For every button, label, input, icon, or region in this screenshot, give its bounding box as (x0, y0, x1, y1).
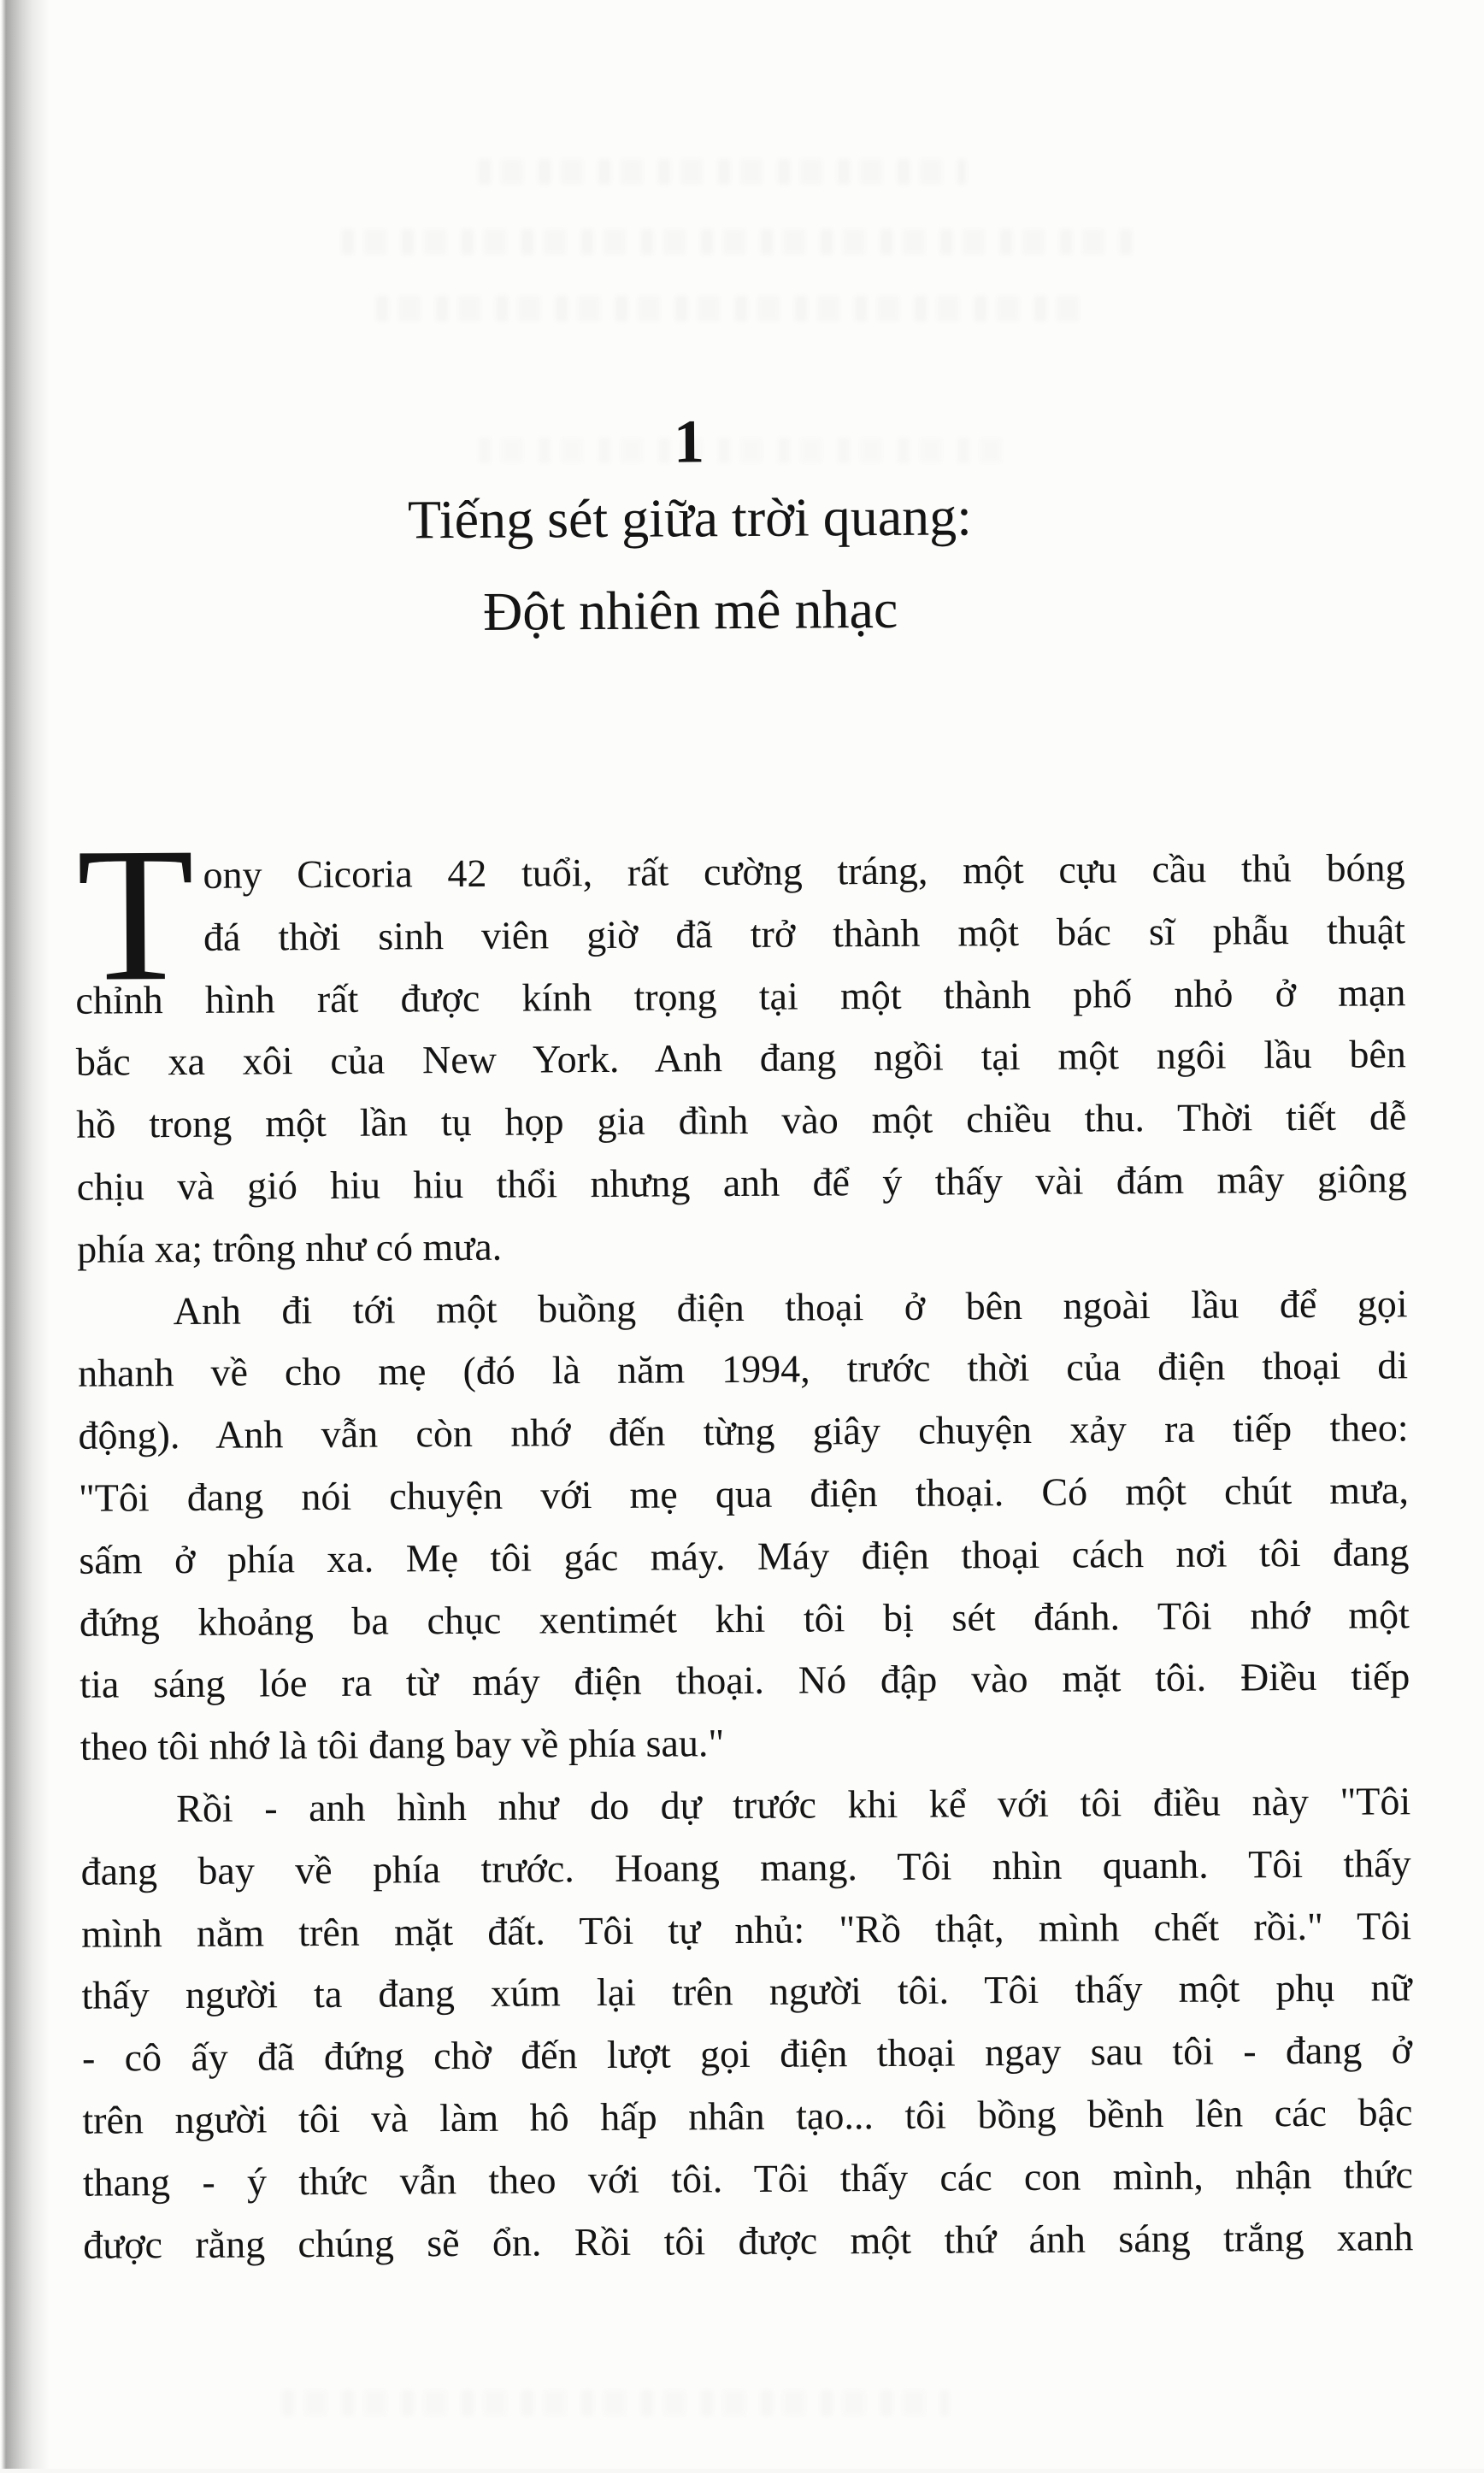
body-line: ony Cicoria 42 tuổi, rất cường tráng, một cựu cầu thủ bóng (203, 845, 1405, 897)
body-line: bắc xa xôi của New York. Anh đang ngồi tại một ngôi lầu bên (75, 1032, 1406, 1085)
body-line: động). Anh vẫn còn nhớ đến từng giây chuyện xảy ra tiếp theo: (78, 1405, 1409, 1457)
chapter-title-line-1: Tiếng sét giữa trời quang: (407, 486, 973, 551)
body-line: chỉnh hình rất được kính trọng tại một thành phố nhỏ ở mạn (75, 969, 1406, 1022)
body-line: đứng khoảng ba chục xentimét khi tôi bị sét đánh. Tôi nhớ một (79, 1592, 1410, 1645)
body-line: thang - ý thức vẫn theo với tôi. Tôi thấy các con mình, nhận thức (82, 2152, 1414, 2205)
paragraph (77, 1273, 1410, 1779)
body-line: được rằng chúng sẽ ổn. Rồi tôi được một thứ ánh sáng trắng xanh (83, 2214, 1414, 2267)
body-line: Anh đi tới một buồng điện thoại ở bên ngoài lầu để gọi (173, 1281, 1408, 1333)
body-line: phía xa; trông như có mưa. (77, 1224, 503, 1271)
drop-cap: T (76, 806, 196, 1022)
body-line: tia sáng lóe ra từ máy điện thoại. Nó đập vào mặt tôi. Điều tiếp (80, 1654, 1410, 1707)
body-line: đang bay về phía trước. Hoang mang. Tôi nhìn quanh. Tôi thấy (80, 1840, 1411, 1893)
body-line: hồ trong một lần tụ họp gia đình vào một chiều thu. Thời tiết dễ (76, 1094, 1407, 1146)
body-line: đá thời sinh viên giờ đã trở thành một bác sĩ phẫu thuật (203, 908, 1406, 959)
body-line: - cô ấy đã đứng chờ đến lượt gọi điện thoại ngay sau tôi - đang ở (81, 2028, 1413, 2080)
chapter-title-line-2: Đột nhiên mê nhạc (482, 578, 898, 642)
body-line: "Tôi đang nói chuyện với mẹ qua điện thoại. Có một chút mưa, (78, 1468, 1410, 1520)
paragraph (80, 1770, 1414, 2276)
body-line: theo tôi nhớ là tôi đang bay về phía sau." (80, 1721, 725, 1769)
paragraph (74, 806, 1407, 1281)
body-line: thấy người ta đang xúm lại trên người tôi. Tôi thấy một phụ nữ (81, 1965, 1412, 2018)
chapter-heading (21, 0, 1352, 642)
body-line: trên người tôi và làm hô hấp nhân tạo... tôi bồng bềnh lên các bậc (82, 2090, 1413, 2142)
body-line: Rồi - anh hình như do dự trước khi kể với tôi điều này "Tôi (176, 1779, 1411, 1831)
chapter-title (25, 468, 1356, 662)
body-line: nhanh về cho mẹ (đó là năm 1994, trước thời của điện thoại di (77, 1343, 1409, 1396)
body-line: chịu và gió hiu hiu thổi nhưng anh để ý thấy vài đám mây giông (76, 1157, 1407, 1209)
chapter-number: 1 (673, 407, 706, 476)
body-line: sấm ở phía xa. Mẹ tôi gác máy. Máy điện thoại cách nơi tôi đang (79, 1530, 1410, 1582)
body-text (74, 806, 1414, 2276)
body-line: mình nằm trên mặt đất. Tôi tự nhủ: "Rồ thật, mình chết rồi." Tôi (80, 1903, 1412, 1956)
